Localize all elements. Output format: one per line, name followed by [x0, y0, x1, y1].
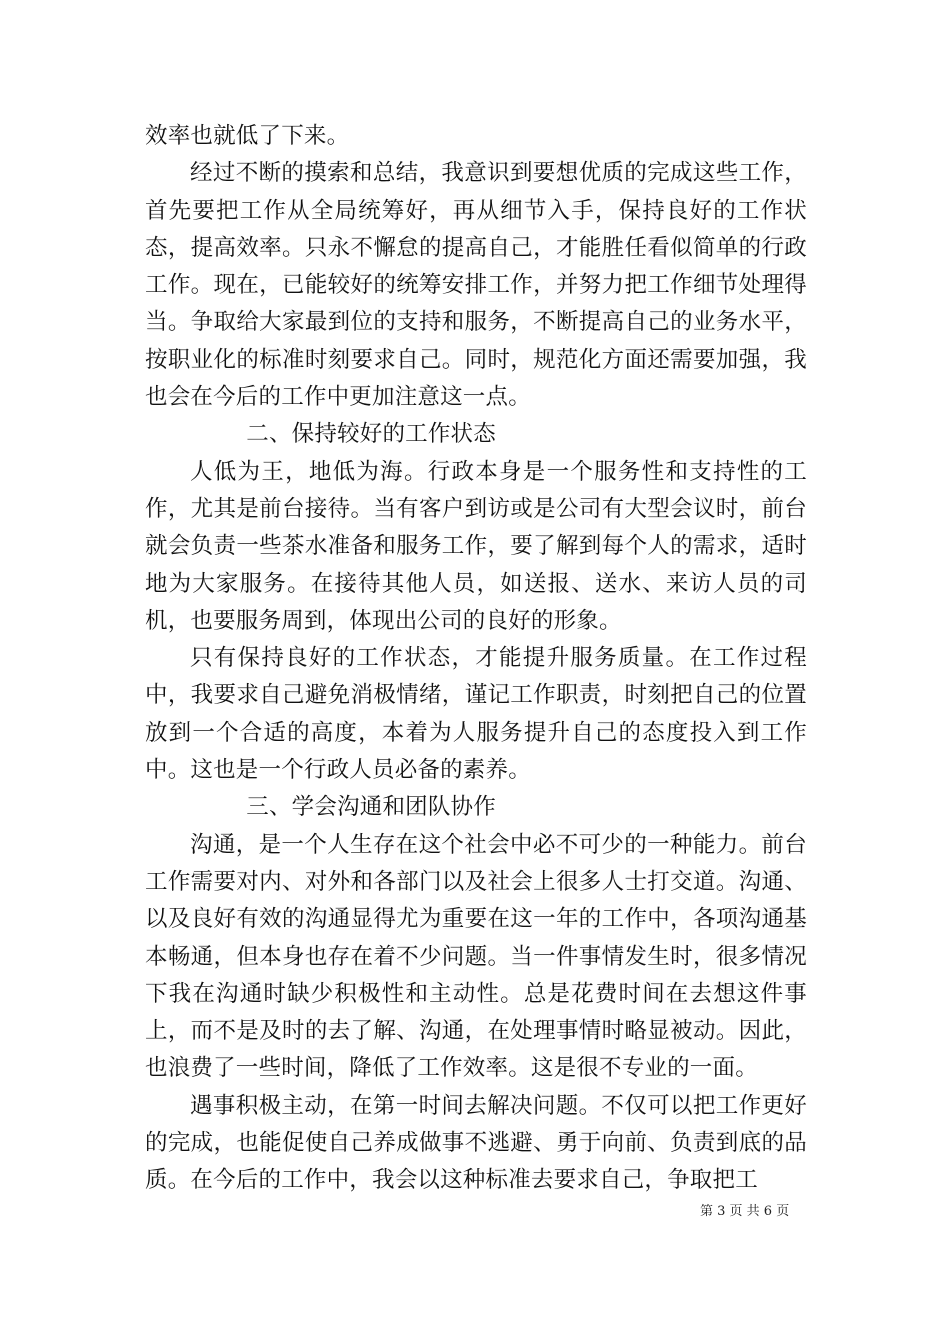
paragraph-proactive: 遇事积极主动，在第一时间去解决问题。不仅可以把工作更好的完成，也能促使自己养成做事不逃避、勇于向前、负责到底的品质。在今后的工作中，我会以这种标准去要求自己，争取把工: [145, 1092, 807, 1194]
document-body: [145, 118, 807, 1200]
paragraph-service-quality: 只有保持良好的工作状态，才能提升服务质量。在工作过程中，我要求自己避免消极情绪，谨记工作职责，时刻把自己的位置放到一个合适的高度，本着为人服务提升自己的态度投入到工作中。这也是一个行政人员必备的素养。: [145, 645, 807, 784]
paragraph-communication: 沟通，是一个人生存在这个社会中必不可少的一种能力。前台工作需要对内、对外和各部门以及社会上很多人士打交道。沟通、以及良好有效的沟通显得尤为重要在这一年的工作中，各项沟通基本畅通，但本身也存在着不少问题。当一件事情发生时，很多情况下我在沟通时缺少积极性和主动性。总是花费时间在去想这件事上，而不是及时的去了解、沟通，在处理事情时略显被动。因此，也浪费了一些时间，降低了工作效率。这是很不专业的一面。: [145, 831, 807, 1082]
page-number-footer: 第 3 页 共 6 页: [700, 1204, 790, 1219]
section-heading-work-state: 二、保持较好的工作状态: [246, 421, 496, 448]
paragraph-work-reflection: 经过不断的摸索和总结，我意识到要想优质的完成这些工作，首先要把工作从全局统筹好，再从细节入手，保持良好的工作状态，提高效率。只永不懈怠的提高自己，才能胜任看似简单的行政工作。现在，已能较好的统筹安排工作，并努力把工作细节处理得当。争取给大家最到位的支持和服务，不断提高自己的业务水平，按职业化的标准时刻要求自己。同时，规范化方面还需要加强，我也会在今后的工作中更加注意这一点。: [145, 160, 807, 411]
paragraph-continuation: 效率也就低了下来。: [145, 123, 350, 149]
paragraph-service-role: 人低为王，地低为海。行政本身是一个服务性和支持性的工作，尤其是前台接待。当有客户到访或是公司有大型会议时，前台就会负责一些茶水准备和服务工作，要了解到每个人的需求，适时地为大家服务。在接待其他人员，如送报、送水、来访人员的司机，也要服务周到，体现出公司的良好的形象。: [145, 458, 807, 634]
section-heading-communication: 三、学会沟通和团队协作: [246, 794, 496, 821]
